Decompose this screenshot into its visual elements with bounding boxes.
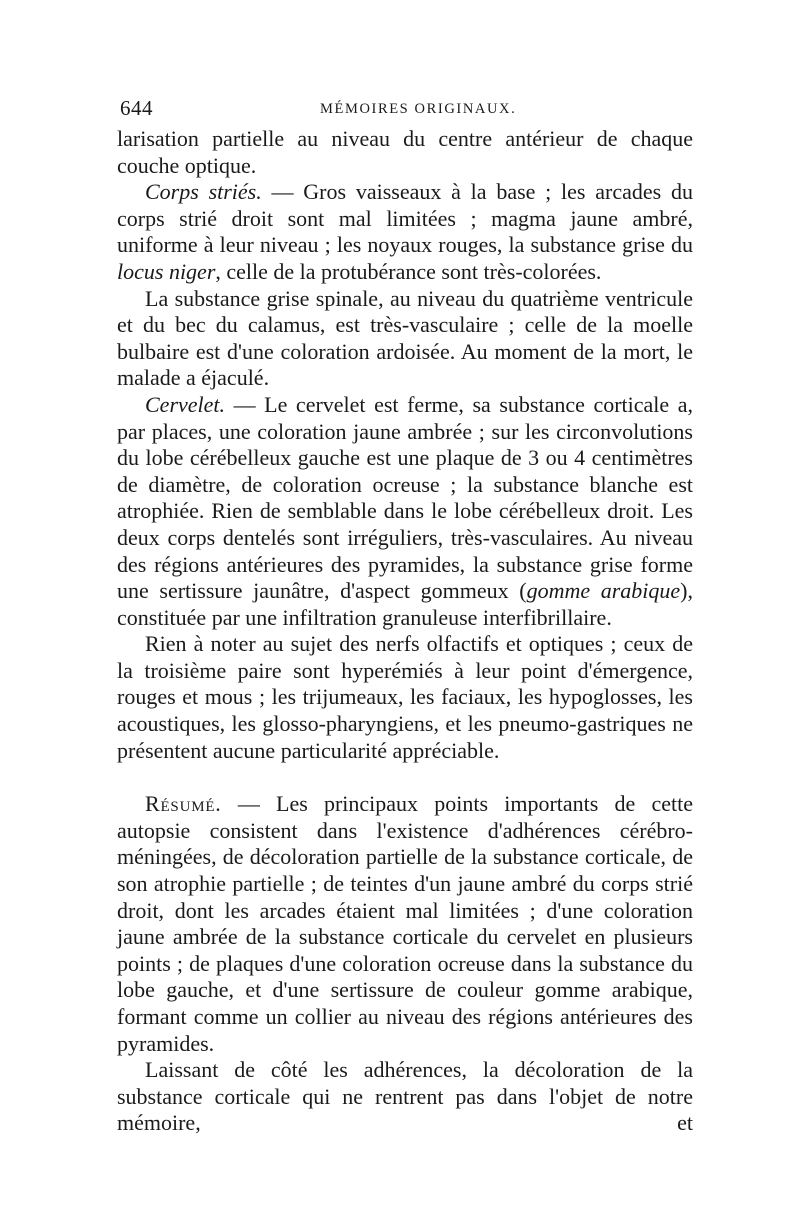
paragraph-substance-grise [117,286,693,392]
paragraph-gap [117,764,693,791]
italic-term-gomme-arabique: gomme arabique [526,578,681,604]
body-text [117,126,693,1137]
running-title: MÉMOIRES ORIGINAUX. [320,101,517,117]
paragraph-text: La substance grise spinale, au niveau du quatrième ventricule et du bec du calamus, est très-vasculaire ; celle de la moelle bulbaire est d'une coloration ardoisée. Au moment de la mort, le malade a éjaculé. [117,285,693,391]
italic-term-locus-niger: locus niger [117,258,216,284]
section-heading-cervelet: Cervelet. [145,391,226,417]
paragraph-cervelet [117,392,693,631]
page-number: 644 [120,96,153,120]
paragraph-text: Rien à noter au sujet des nerfs olfactifs et optiques ; ceux de la troisième paire sont hyperémiés à leur point d'émergence, rouges et mous ; les trijumeaux, les faciaux, les hypoglosses, les acoustiques, les glosso-pharyngiens, et les pneumo-gastriques ne présentent aucune particularité appréciable. [117,631,693,763]
paragraph-text: — Le cervelet est ferme, sa substance corticale a, par places, une coloration jaune ambrée ; sur les circonvolutions du lobe cérébelleux gauche est une plaque de 3 ou 4 centimètres de diamètre, de coloration ocreuse ; la substance blanche est atrophiée. Rien de semblable dans le lobe cérébelleux droit. Les deux corps dentelés sont irréguliers, très-vasculaires. Au niveau des régions antérieures des pyramides, la substance grise forme une sertissure jaunâtre, d'aspect gommeux ( [117,391,693,604]
section-heading-corps-stries: Corps striés. [145,179,262,205]
paragraph-text: — Gros vaisseaux à la base ; les arcades du corps strié droit sont mal limitées ; magma jaune ambré, uniforme à leur niveau ; les noyaux rouges, la substance grise du [117,179,693,258]
paragraph-continued [117,126,693,179]
paragraph-resume [117,791,693,1057]
paragraph-text: — Les principaux points importants de cette autopsie consistent dans l'existence d'adhérences cérébro-méningées, de décoloration partielle de la substance corticale, de son atrophie partielle ; de teintes d'un jaune ambré du corps strié droit, dont les arcades étaient mal limitées ; d'une coloration jaune ambrée de la substance corticale du cervelet en plusieurs points ; de plaques d'une coloration ocreuse dans la substance du lobe gauche, et d'une sertissure de couleur gomme arabique, formant comme un collier au niveau des régions antérieures des pyramides. [117,791,693,1056]
page-header [120,96,690,126]
section-heading-resume: Résumé. [145,791,222,817]
paragraph-text: larisation partielle au niveau du centre antérieur de chaque couche optique. [117,126,693,178]
paragraph-text: Laissant de côté les adhérences, la décoloration de la substance corticale qui ne rentrent pas dans l'objet de notre mémoire, et [117,1057,693,1136]
paragraph-text-end: , celle de la protubérance sont très-colorées. [215,258,602,284]
paragraph-text-end: ), constituée par une infiltration granuleuse interfibrillaire. [117,578,693,630]
paragraph-nerfs [117,631,693,764]
paragraph-laissant [117,1057,693,1137]
paragraph-corps-stries [117,179,693,285]
